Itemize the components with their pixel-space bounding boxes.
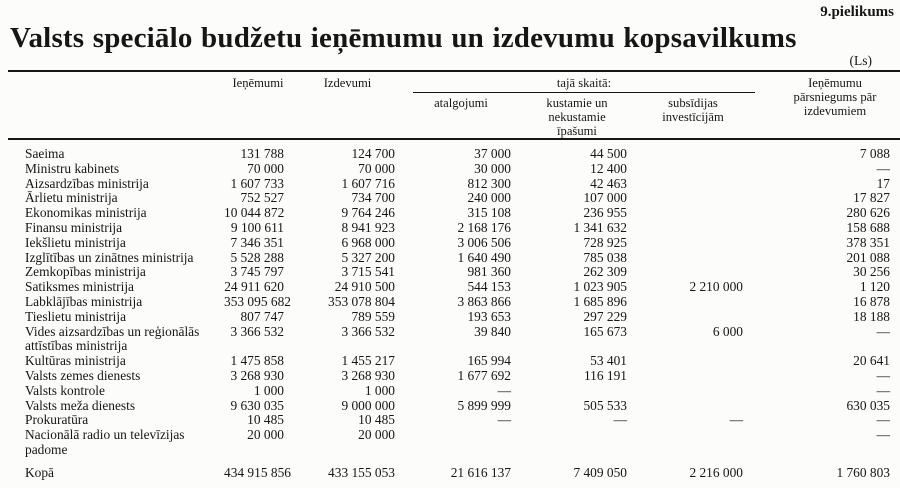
page-title: Valsts speciālo budžetu ieņēmumu un izdevumu kopsavilkums bbox=[10, 22, 797, 54]
cell-ienemumi: 131 788 bbox=[240, 146, 284, 161]
row-label: Kultūras ministrija bbox=[25, 353, 126, 369]
cell-parsniegums: 158 688 bbox=[846, 219, 890, 235]
cell-izdevumi: 5 327 200 bbox=[341, 249, 395, 265]
total-subsidijas: 2 216 000 bbox=[689, 464, 743, 480]
cell-izdevumi: 789 559 bbox=[351, 308, 395, 324]
cell-kustamie: 116 191 bbox=[583, 367, 627, 383]
cell-izdevumi: 1 607 716 bbox=[341, 175, 395, 191]
header-izdevumi: Izdevumi bbox=[323, 76, 372, 90]
cell-parsniegums: — bbox=[876, 323, 890, 339]
cell-ienemumi: 3 366 532 bbox=[230, 323, 284, 339]
cell-ienemumi: 24 911 620 bbox=[224, 279, 284, 295]
cell-kustamie: 12 400 bbox=[590, 160, 627, 176]
cell-atalgojumi: — bbox=[497, 382, 511, 398]
table-row bbox=[8, 147, 900, 162]
cell-izdevumi: 3 366 532 bbox=[341, 323, 395, 339]
row-label: Ārlietu ministrija bbox=[25, 190, 118, 206]
row-label: Tieslietu ministrija bbox=[25, 308, 127, 324]
table-body bbox=[8, 140, 900, 481]
table-row bbox=[8, 399, 900, 414]
header-taja-skaita: tajā skaitā: bbox=[413, 72, 755, 93]
cell-atalgojumi: 1 640 490 bbox=[457, 249, 511, 265]
cell-ienemumi: 20 000 bbox=[247, 427, 284, 443]
table-row bbox=[8, 251, 900, 266]
table-header bbox=[8, 70, 900, 140]
cell-ienemumi: 9 100 611 bbox=[230, 219, 284, 235]
cell-parsniegums: — bbox=[876, 160, 890, 176]
cell-parsniegums: — bbox=[876, 427, 890, 443]
table-row bbox=[8, 428, 900, 458]
appendix-label: 9.pielikums bbox=[820, 4, 894, 20]
total-atalgojumi: 21 616 137 bbox=[450, 464, 511, 480]
row-label: Nacionālā radio un televīzijas padome bbox=[25, 427, 185, 457]
cell-parsniegums: 378 351 bbox=[846, 234, 890, 250]
cell-izdevumi: 3 268 930 bbox=[341, 367, 395, 383]
cell-atalgojumi: 240 000 bbox=[467, 190, 511, 206]
cell-izdevumi: 9 000 000 bbox=[341, 397, 395, 413]
cell-parsniegums: 7 088 bbox=[859, 146, 890, 161]
cell-kustamie: 1 685 896 bbox=[573, 293, 627, 309]
cell-ienemumi: 70 000 bbox=[247, 160, 284, 176]
cell-atalgojumi: — bbox=[497, 412, 511, 428]
table-row bbox=[8, 206, 900, 221]
cell-kustamie: — bbox=[613, 412, 627, 428]
cell-atalgojumi: 3 006 506 bbox=[457, 234, 511, 250]
header-parsniegums: Ieņēmumu pārsniegums pār izdevumiem bbox=[793, 76, 877, 118]
cell-subsidijas: 6 000 bbox=[712, 323, 743, 339]
cell-kustamie: 53 401 bbox=[590, 353, 627, 369]
row-label: Zemkopības ministrija bbox=[25, 264, 146, 280]
table-row bbox=[8, 265, 900, 280]
cell-parsniegums: — bbox=[876, 412, 890, 428]
row-label: Valsts kontrole bbox=[25, 382, 105, 398]
total-kustamie: 7 409 050 bbox=[573, 464, 627, 480]
cell-parsniegums: 280 626 bbox=[846, 205, 890, 221]
cell-kustamie: 728 925 bbox=[583, 234, 627, 250]
cell-izdevumi: 24 910 500 bbox=[334, 279, 395, 295]
row-label: Prokuratūra bbox=[25, 412, 89, 428]
budget-table bbox=[8, 70, 900, 481]
cell-atalgojumi: 37 000 bbox=[474, 146, 511, 161]
cell-ienemumi: 10 485 bbox=[247, 412, 284, 428]
cell-kustamie: 1 023 905 bbox=[573, 279, 627, 295]
table-row bbox=[8, 354, 900, 369]
cell-izdevumi: 9 764 246 bbox=[341, 205, 395, 221]
row-label: Valsts zemes dienests bbox=[25, 367, 141, 383]
total-izdevumi: 433 155 053 bbox=[328, 464, 395, 480]
total-ienemumi: 434 915 856 bbox=[224, 464, 291, 480]
cell-izdevumi: 1 000 bbox=[364, 382, 395, 398]
row-label: Izglītības un zinātnes ministrija bbox=[25, 249, 194, 265]
cell-izdevumi: 124 700 bbox=[351, 146, 395, 161]
header-spacer bbox=[8, 72, 224, 136]
cell-ienemumi: 1 475 858 bbox=[230, 353, 284, 369]
table-row bbox=[8, 310, 900, 325]
cell-parsniegums: 630 035 bbox=[846, 397, 890, 413]
cell-subsidijas: 2 210 000 bbox=[689, 279, 743, 295]
cell-atalgojumi: 165 994 bbox=[467, 353, 511, 369]
header-subsidijas: subsīdijas investīcijām bbox=[662, 96, 724, 124]
cell-subsidijas: — bbox=[729, 412, 743, 428]
cell-parsniegums: 16 878 bbox=[853, 293, 890, 309]
row-label: Iekšlietu ministrija bbox=[25, 234, 126, 250]
cell-atalgojumi: 3 863 866 bbox=[457, 293, 511, 309]
cell-kustamie: 236 955 bbox=[583, 205, 627, 221]
cell-kustamie: 107 000 bbox=[583, 190, 627, 206]
cell-ienemumi: 1 000 bbox=[253, 382, 284, 398]
cell-ienemumi: 353 095 682 bbox=[224, 293, 291, 309]
cell-kustamie: 785 038 bbox=[583, 249, 627, 265]
cell-ienemumi: 3 268 930 bbox=[230, 367, 284, 383]
cell-atalgojumi: 1 677 692 bbox=[457, 367, 511, 383]
cell-izdevumi: 6 968 000 bbox=[341, 234, 395, 250]
row-label: Aizsardzības ministrija bbox=[25, 175, 149, 191]
cell-kustamie: 1 341 632 bbox=[573, 219, 627, 235]
table-row bbox=[8, 369, 900, 384]
cell-izdevumi: 353 078 804 bbox=[328, 293, 395, 309]
cell-atalgojumi: 315 108 bbox=[467, 205, 511, 221]
header-atalgojumi: atalgojumi bbox=[434, 96, 488, 110]
cell-parsniegums: 17 bbox=[876, 175, 890, 191]
cell-atalgojumi: 544 153 bbox=[467, 279, 511, 295]
row-label: Valsts meža dienests bbox=[25, 397, 136, 413]
cell-izdevumi: 70 000 bbox=[358, 160, 395, 176]
table-row bbox=[8, 280, 900, 295]
cell-parsniegums: 17 827 bbox=[853, 190, 890, 206]
cell-ienemumi: 10 044 872 bbox=[224, 205, 285, 221]
row-label: Saeima bbox=[25, 146, 65, 161]
cell-parsniegums: 1 120 bbox=[859, 279, 890, 295]
cell-kustamie: 44 500 bbox=[590, 146, 627, 161]
cell-atalgojumi: 30 000 bbox=[474, 160, 511, 176]
cell-izdevumi: 20 000 bbox=[358, 427, 395, 443]
header-ienemumi: Ieņēmumi bbox=[232, 76, 284, 90]
cell-ienemumi: 807 747 bbox=[240, 308, 284, 324]
cell-parsniegums: — bbox=[876, 367, 890, 383]
cell-kustamie: 505 533 bbox=[583, 397, 627, 413]
cell-kustamie: 165 673 bbox=[583, 323, 627, 339]
currency-note: (Ls) bbox=[849, 53, 872, 68]
table-row bbox=[8, 236, 900, 251]
total-label: Kopā bbox=[25, 464, 55, 480]
cell-atalgojumi: 2 168 176 bbox=[457, 219, 511, 235]
table-row bbox=[8, 162, 900, 177]
cell-izdevumi: 3 715 541 bbox=[341, 264, 395, 280]
cell-parsniegums: — bbox=[876, 382, 890, 398]
cell-parsniegums: 30 256 bbox=[853, 264, 890, 280]
cell-atalgojumi: 5 899 999 bbox=[457, 397, 511, 413]
cell-izdevumi: 8 941 923 bbox=[341, 219, 395, 235]
cell-parsniegums: 20 641 bbox=[853, 353, 890, 369]
header-kustamie: kustamie un nekustamie īpašumi bbox=[546, 96, 608, 138]
cell-kustamie: 42 463 bbox=[590, 175, 627, 191]
cell-parsniegums: 201 088 bbox=[846, 249, 890, 265]
cell-kustamie: 297 229 bbox=[583, 308, 627, 324]
cell-izdevumi: 10 485 bbox=[358, 412, 395, 428]
cell-ienemumi: 9 630 035 bbox=[230, 397, 284, 413]
cell-atalgojumi: 193 653 bbox=[467, 308, 511, 324]
total-parsniegums: 1 760 803 bbox=[836, 464, 890, 480]
table-row bbox=[8, 413, 900, 428]
row-label: Labklājības ministrija bbox=[25, 293, 143, 309]
cell-kustamie: 262 309 bbox=[583, 264, 627, 280]
table-row bbox=[8, 325, 900, 355]
cell-ienemumi: 7 346 351 bbox=[230, 234, 284, 250]
row-label: Ekonomikas ministrija bbox=[25, 205, 147, 221]
cell-parsniegums: 18 188 bbox=[853, 308, 890, 324]
cell-ienemumi: 752 527 bbox=[240, 190, 284, 206]
table-row bbox=[8, 384, 900, 399]
row-label: Finansu ministrija bbox=[25, 219, 123, 235]
cell-izdevumi: 734 700 bbox=[351, 190, 395, 206]
table-row bbox=[8, 177, 900, 192]
cell-ienemumi: 5 528 288 bbox=[230, 249, 284, 265]
table-total-row bbox=[8, 466, 900, 481]
cell-atalgojumi: 39 840 bbox=[474, 323, 511, 339]
cell-izdevumi: 1 455 217 bbox=[341, 353, 395, 369]
row-label: Vides aizsardzības un reģionālās attīstības ministrija bbox=[25, 323, 200, 354]
cell-ienemumi: 1 607 733 bbox=[230, 175, 284, 191]
cell-atalgojumi: 812 300 bbox=[467, 175, 511, 191]
table-row bbox=[8, 191, 900, 206]
table-row bbox=[8, 221, 900, 236]
row-label: Ministru kabinets bbox=[25, 160, 120, 176]
row-label: Satiksmes ministrija bbox=[25, 279, 134, 295]
cell-ienemumi: 3 745 797 bbox=[230, 264, 284, 280]
cell-atalgojumi: 981 360 bbox=[467, 264, 511, 280]
table-row bbox=[8, 295, 900, 310]
